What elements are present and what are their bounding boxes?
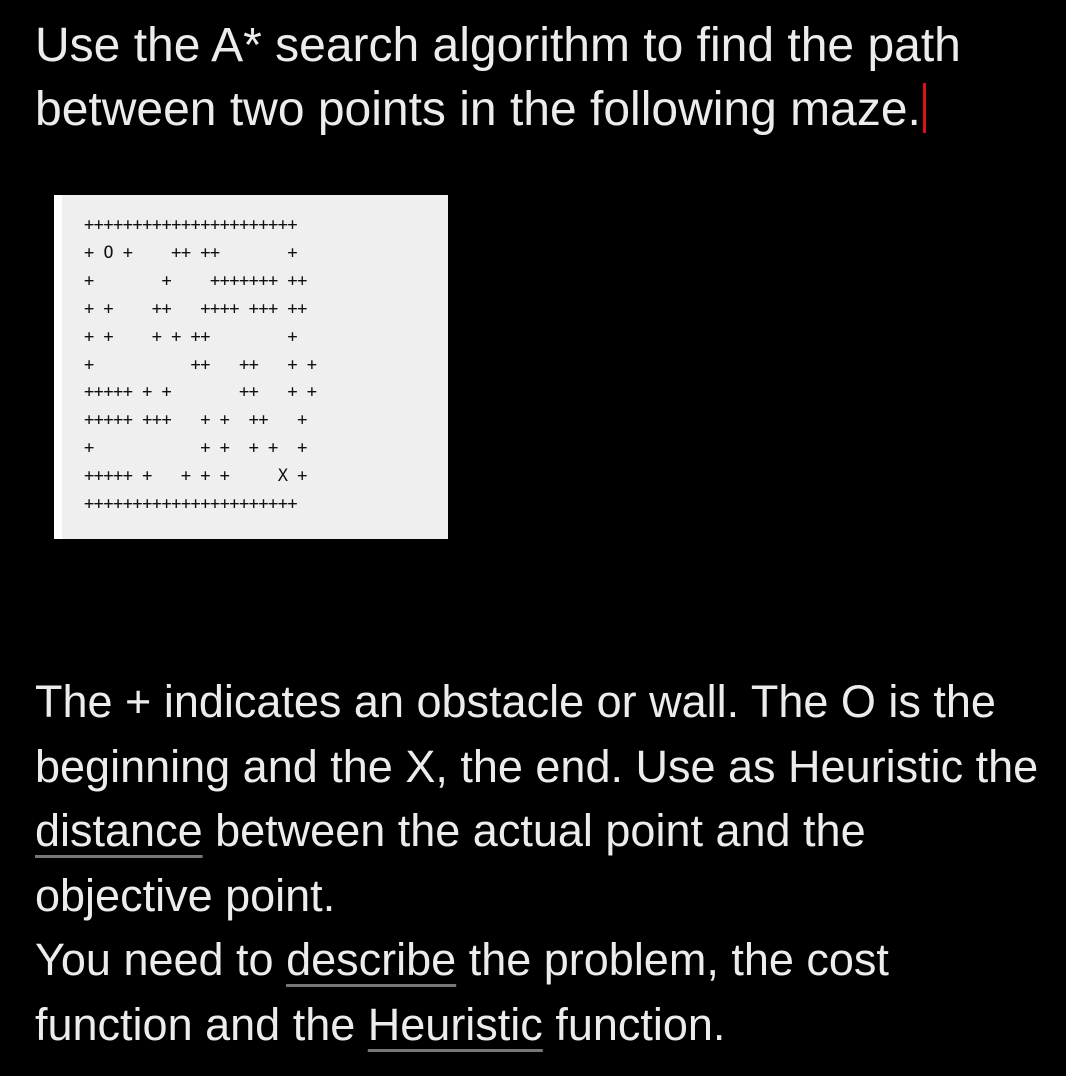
heading-text: Use the A* search algorithm to find the path between two points in the following maze. — [35, 19, 961, 136]
body-text-2: between the actual point and the objective point. — [35, 805, 866, 921]
spellcheck-word-distance[interactable]: distance — [35, 805, 203, 857]
maze-row: +++++ + + ++ + + — [84, 382, 317, 403]
maze-row: + + +++++++ ++ — [84, 270, 307, 291]
spellcheck-word-describe[interactable]: describe — [286, 934, 457, 986]
maze-image — [54, 195, 448, 539]
maze-row: + + + + ++ + — [84, 326, 298, 347]
maze-row: + O + ++ ++ + — [84, 242, 298, 263]
body-text-4: the problem, the cost function and the — [35, 934, 889, 1050]
question-heading[interactable] — [35, 14, 1035, 142]
maze-row: +++++ + + + + X + — [84, 466, 307, 487]
body-text-1: The + indicates an obstacle or wall. The O is the beginning and the X, the end. Use as Heuristic the — [35, 676, 1039, 792]
body-text-5: function. — [542, 998, 726, 1050]
text-cursor — [923, 83, 926, 133]
maze-row: +++++ +++ + + ++ + — [84, 410, 307, 431]
body-text-3: You need to — [35, 934, 287, 986]
maze-row: ++++++++++++++++++++++ — [84, 215, 298, 235]
maze-row: + + + + + + — [84, 438, 307, 459]
question-body[interactable] — [35, 670, 1045, 1058]
maze-row: + + ++ ++++ +++ ++ — [84, 298, 307, 319]
maze-grid — [84, 212, 316, 519]
maze-row: ++++++++++++++++++++++ — [84, 494, 298, 515]
maze-row: + ++ ++ + + — [84, 354, 317, 375]
spellcheck-word-heuristic[interactable]: Heuristic — [367, 998, 543, 1050]
